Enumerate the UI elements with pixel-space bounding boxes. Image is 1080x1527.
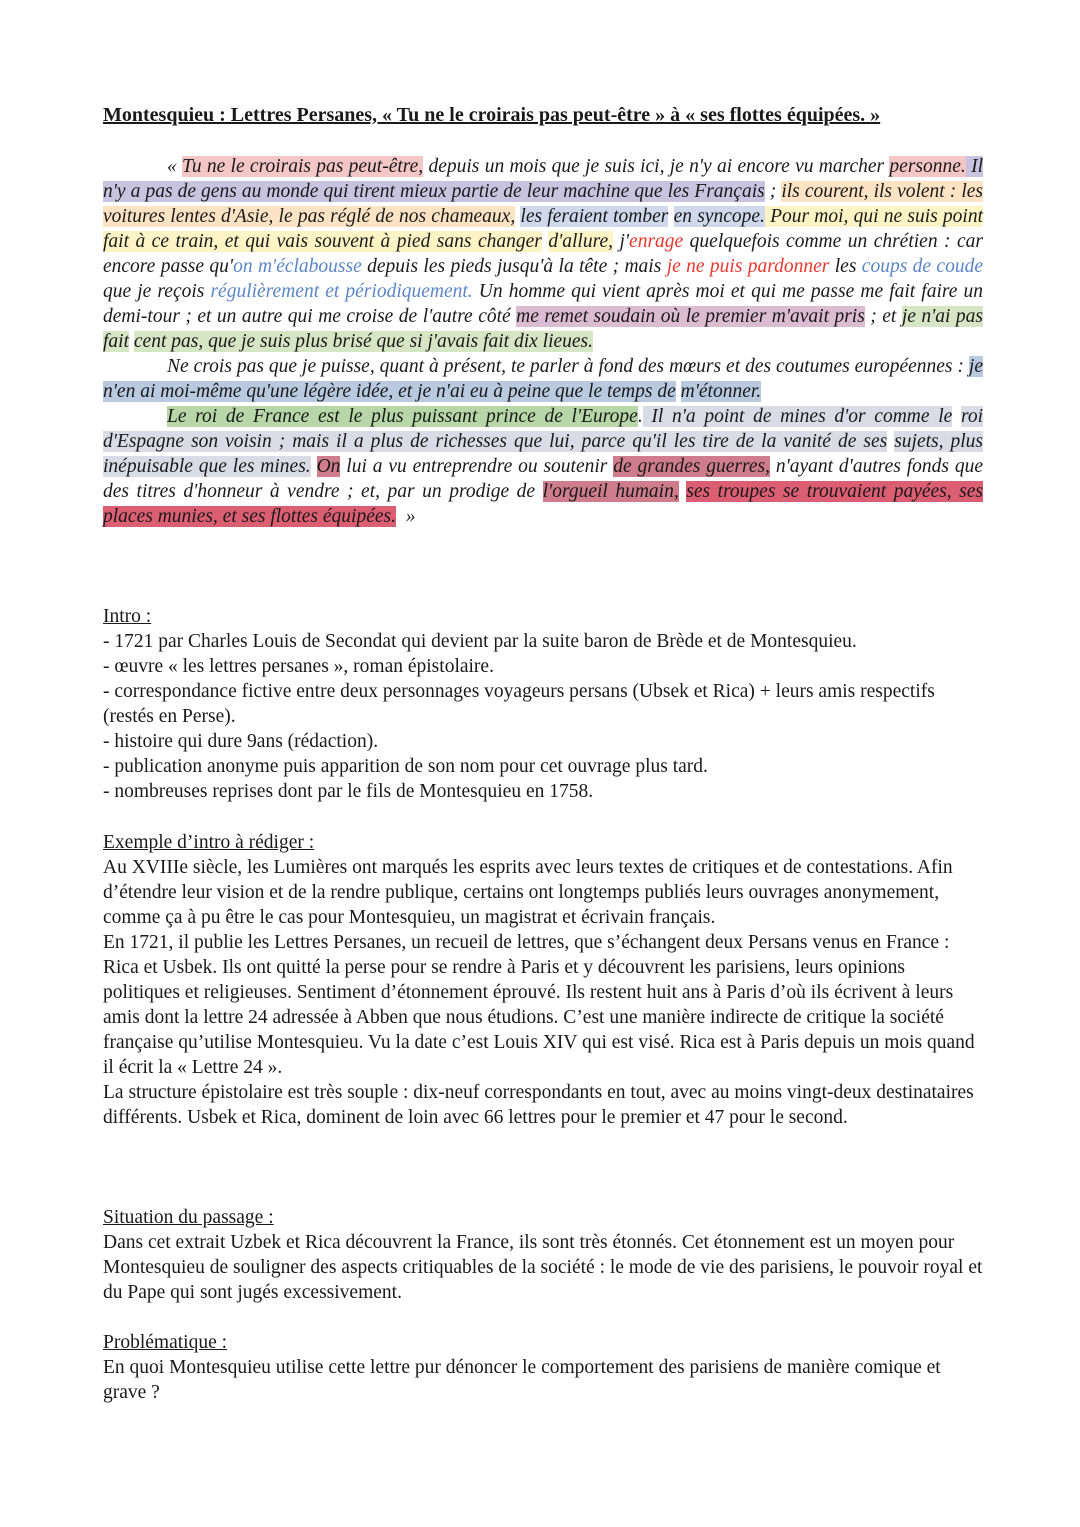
problematique-text: En quoi Montesquieu utilise cette lettre pur dénoncer le comportement des parisiens de manière comique et grave ? (103, 1357, 941, 1403)
hl-sentence: On (316, 456, 341, 477)
quote-text: n'ayant d'autres fonds que des titres d'honneur à vendre ; et, par un prodige de (103, 456, 984, 502)
quote-paragraph-1 (103, 154, 983, 354)
example-section (103, 830, 983, 1130)
quote-text: pieds jusqu'à la tête ; mais (450, 256, 667, 277)
red-text: je ne puis pardonner (666, 256, 830, 277)
quote-text: européennes : (854, 356, 969, 377)
hl-sentence: personne. (889, 156, 966, 177)
hl-sentence: Pour moi, qui ne suis point fait à ce train, et qui vais souvent à pied sans changer (103, 206, 983, 252)
hl-sentence: roi d'Espagne son voisin ; mais il a plus de richesses que lui, parce qu'il les tire de la vanité de ses (103, 406, 983, 452)
list-item: - nombreuses reprises dont par le fils de Montesquieu en 1758. (103, 781, 594, 802)
quote-text: . (637, 406, 643, 427)
quote-text: Ne crois pas que je puisse, quant à présent, te parler à fond des mœurs et des coutumes (167, 356, 850, 377)
hl-sentence: ses troupes se trouvaient payées, ses places munies, et ses flottes équipées. (103, 481, 984, 527)
quote-text: lui a vu entreprendre ou soutenir (340, 456, 614, 477)
hl-sentence: Il n'a point de mines d'or comme le (642, 406, 953, 427)
intro-section (103, 604, 983, 804)
hl-sentence: je n'ai pas fait (103, 306, 984, 352)
hl-sentence: m'étonner. (680, 381, 762, 402)
hl-sentence: de grandes guerres, (613, 456, 770, 477)
intro-heading: Intro : (103, 606, 152, 627)
quote-paragraph-3 (103, 404, 983, 529)
quote-text: autre qui me croise de l'autre côté (241, 306, 517, 327)
situation-section (103, 1205, 983, 1305)
quote-text (311, 456, 317, 477)
list-item: - œuvre « les lettres persanes », roman épistolaire. (103, 656, 494, 677)
quote-text: depuis un mois que je suis ici, je n'y ai encore vu marcher (423, 156, 885, 177)
problematique-heading: Problématique : (103, 1332, 228, 1353)
hl-sentence: Tu ne le croirais pas peut-être, (182, 156, 424, 177)
close-guillemet: » (395, 506, 416, 527)
quote-text: ; (764, 181, 777, 202)
hl-sentence: ils courent, ils volent : les voitures lentes d'Asie, le pas réglé de nos chameaux, (103, 181, 983, 227)
quote-text: que je reçois (103, 281, 211, 302)
intro-list (103, 629, 983, 804)
hl-sentence: d'allure, (548, 231, 613, 252)
blue-text: périodiquement. (345, 281, 473, 302)
blue-text: on m'éclabousse (233, 256, 362, 277)
list-item: - correspondance fictive entre deux personnages voyageurs persans (Ubsek et Rica) + leurs amis respectifs (restés en Perse). (103, 681, 935, 727)
example-heading: Exemple d’intro à rédiger : (103, 832, 315, 853)
list-item: - 1721 par Charles Louis de Secondat qui devient par la suite baron de Brède et de Montesquieu. (103, 631, 857, 652)
quote-text: j' (612, 231, 630, 252)
example-paragraph: En 1721, il publie les Lettres Persanes, un recueil de lettres, que s’échangent deux Persans venus en France : Rica et Usbek. Ils ont quitté la perse pour se rendre à Paris et y découvrent les parisiens, leurs opinions politiques et religieuses. Sentiment d’étonnement éprouvé. Ils restent huit ans à Paris d’où ils écrivent à leurs amis dont la lettre 24 adressée à Abben que nous étudions. C’est une manière indirecte de critique la société française qu’utilise Montesquieu. Vu la date c’est Louis XIV qui est visé. Rica est à Paris depuis un mois quand il écrit la « Lettre 24 ». (103, 932, 975, 1078)
hl-sentence: je n'en ai moi-même qu'une légère idée, et je n'ai eu à peine que le temps de (103, 356, 983, 402)
quote-text: Un homme qui vient après moi et qui me passe me fait faire un demi-tour ; et un (103, 281, 983, 327)
hl-sentence: sujets, plus inépuisable que les mines. (103, 431, 983, 477)
open-guillemet: « (167, 156, 183, 177)
example-paragraph: La structure épistolaire est très souple : dix-neuf correspondants en tout, avec au moins vingt-deux destinataires différents. Usbek et Rica, dominent de loin avec 66 lettres pour le premier et 47 pour le second. (103, 1082, 974, 1128)
hl-sentence: cent pas, que je suis plus brisé que si j'avais fait dix lieues. (133, 331, 594, 352)
quoted-letter (103, 154, 983, 529)
hl-sentence: Il n'y a pas de gens au monde qui tirent mieux partie de leur machine que les Français (103, 156, 984, 202)
quote-paragraph-2 (103, 354, 983, 404)
quote-text: depuis les (361, 256, 446, 277)
blue-text: coups de coude (861, 256, 983, 277)
red-text: enrage (629, 231, 684, 252)
list-item: - histoire qui dure 9ans (rédaction). (103, 731, 379, 752)
hl-sentence: l'orgueil humain, (542, 481, 679, 502)
blue-text: régulièrement et (210, 281, 340, 302)
hl-sentence: Le roi de France est le plus puissant prince de l'Europe (167, 406, 638, 427)
list-item: - publication anonyme puis apparition de son nom pour cet ouvrage plus tard. (103, 756, 708, 777)
hl-sentence: les feraient tomber (520, 206, 669, 227)
quote-text: les (829, 256, 862, 277)
hl-sentence: me remet soudain où le premier m'avait pris (516, 306, 865, 327)
example-paragraph: Au XVIIIe siècle, les Lumières ont marqués les esprits avec leurs textes de critiques et de contestations. Afin d’étendre leur vision et de la rendre publique, certains ont longtemps publiés leurs ouvrages anonymement, comme ça à pu être le cas pour Montesquieu, un magistrat et écrivain français. (103, 857, 953, 928)
hl-sentence: en syncope. (673, 206, 765, 227)
problematique-section (103, 1330, 983, 1405)
situation-heading: Situation du passage : (103, 1207, 274, 1228)
quote-text: ; et (864, 306, 902, 327)
document-title: Montesquieu : Lettres Persanes, « Tu ne le croirais pas peut-être » à « ses flottes équipées. » (103, 104, 881, 126)
quote-text: quelquefois comme un chrétien : car encore passe qu' (103, 231, 983, 277)
situation-text: Dans cet extrait Uzbek et Rica découvrent la France, ils sont très étonnés. Cet étonnement est un moyen pour Montesquieu de souligner des aspects critiquables de la société : le mode de vie des parisiens, le pouvoir royal et du Pape qui sont jugés excessivement. (103, 1232, 983, 1303)
